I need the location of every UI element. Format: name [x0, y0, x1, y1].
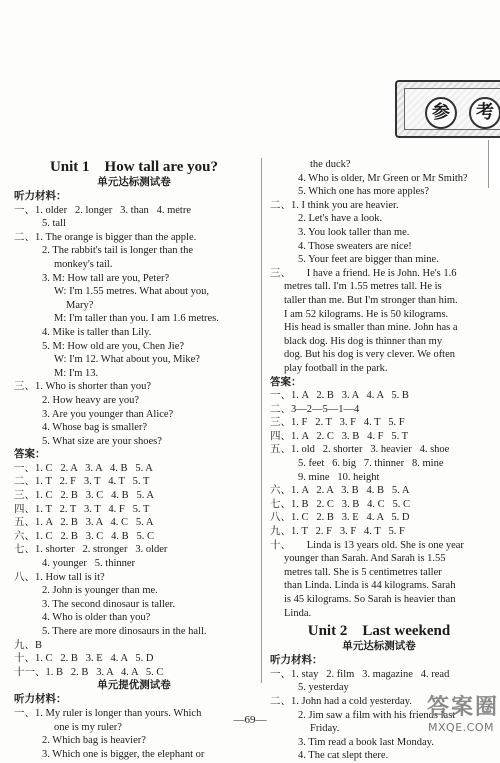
answer-key-banner	[395, 80, 500, 138]
text-line: 2. Let's have a look.	[298, 213, 383, 225]
answer-line: 三、1. C 2. B 3. C 4. B 5. A	[14, 490, 155, 502]
answer-line: 八、1. How tall is it?	[14, 571, 105, 583]
listening-label-2: 听力材料：	[14, 694, 67, 706]
answer-line: 4. younger 5. thinner	[42, 558, 136, 570]
text-line: Mary?	[66, 299, 94, 311]
answer-line: 六、1. C 2. B 3. C 4. B 5. C	[14, 530, 155, 542]
text-line: 3. You look taller than me.	[298, 226, 410, 238]
answer-line: 十一、1. B 2. B 3. A 4. A 5. C	[14, 666, 164, 678]
text-line: 3. Which one is bigger, the elephant or	[42, 748, 205, 760]
answer-line: 5. feet 6. big 7. thinner 8. mine	[298, 458, 444, 470]
answer-line: 二、1. T 2. F 3. T 4. T 5. T	[14, 476, 150, 488]
text-line: 二、1. John had a cold yesterday.	[270, 695, 412, 707]
text-line: 3. Tim read a book last Monday.	[298, 736, 434, 748]
answer-line: younger than Sarah. And Sarah is 1.55	[284, 553, 446, 565]
text-line: the duck?	[310, 159, 351, 170]
answer-line: 3. The second dinosaur is taller.	[42, 598, 176, 610]
answer-line: 十、 Linda is 13 years old. She is one year	[270, 539, 464, 551]
text-line: 3. M: How tall are you, Peter?	[42, 272, 170, 284]
text-line: monkey's tail.	[54, 258, 113, 270]
text-line: play football in the park.	[284, 362, 388, 374]
answer-line: than Linda. Linda is 44 kilograms. Sarah	[284, 580, 456, 592]
text-line: His head is smaller than mine. John has a	[284, 322, 458, 334]
answer-line: 六、1. A 2. A 3. B 4. B 5. A	[270, 485, 410, 497]
text-line: 2. Jim saw a film with his friends last	[298, 709, 456, 721]
answer-line: 五、1. A 2. B 3. A 4. C 5. A	[14, 517, 154, 529]
answer-line: 三、1. F 2. T 3. F 4. T 5. F	[270, 417, 405, 429]
text-line: 二、1. I think you are heavier.	[270, 199, 399, 211]
listening-label: 听力材料：	[14, 191, 67, 202]
text-line: 5. tall	[42, 218, 66, 230]
answer-line: 九、B	[14, 639, 43, 651]
answer-line: 九、1. T 2. F 3. F 4. T 5. F	[270, 526, 405, 538]
answer-line: 四、1. A 2. C 3. B 4. F 5. T	[270, 430, 409, 442]
left-column	[14, 158, 254, 761]
text-line: 5. M: How old are you, Chen Jie?	[42, 340, 185, 352]
answer-line: 一、1. C 2. A 3. A 4. B 5. A	[14, 462, 153, 474]
text-line: 一、1. older 2. longer 3. than 4. metre	[14, 204, 192, 216]
page-number: —69—	[233, 714, 267, 726]
answer-line: 七、1. B 2. C 3. B 4. C 5. C	[270, 498, 411, 510]
unit1-subtitle-2: 单元提优测试卷	[97, 680, 171, 692]
answer-line: 5. There are more dinosaurs in the hall.	[42, 626, 207, 637]
text-line: 二、1. The orange is bigger than the apple.	[14, 231, 197, 243]
text-line: one is my ruler?	[54, 721, 122, 733]
text-line: 4. Mike is taller than Lily.	[42, 326, 152, 338]
banner-char-1: 参	[425, 97, 457, 129]
column-divider	[261, 158, 262, 683]
text-line: dog. But his dog is very clever. We often	[284, 349, 456, 361]
text-line: M: I'm taller than you. I am 1.6 metres.	[54, 313, 219, 325]
answer-line: Linda.	[284, 607, 312, 619]
watermark	[405, 688, 500, 738]
text-line: 3. Are you younger than Alice?	[42, 408, 174, 420]
text-line: M: I'm 13.	[54, 367, 99, 379]
text-line: taller than me. But I'm stronger than him.	[284, 294, 458, 306]
answer-line: 9. mine 10. height	[298, 471, 380, 483]
unit2-title: Unit 2 Last weekend	[307, 623, 451, 640]
answer-line: 一、1. A 2. B 3. A 4. A 5. B	[270, 390, 409, 402]
unit1-title: Unit 1 How tall are you?	[49, 159, 219, 175]
text-line: 2. How heavy are you?	[42, 394, 140, 406]
text-line: black dog. His dog is thinner than my	[284, 335, 443, 347]
answer-line: metres tall. She is 5 centimetres taller	[284, 566, 442, 578]
text-line: 5. Which one has more apples?	[298, 186, 430, 198]
text-line: 4. Who is older, Mr Green or Mr Smith?	[298, 172, 468, 184]
text-line: 一、1. My ruler is longer than yours. Which	[14, 707, 202, 719]
answers-label: 答案：	[14, 449, 46, 461]
watermark-logo: 答案圈	[427, 695, 500, 720]
answer-line: is 45 kilograms. So Sarah is heavier than	[284, 594, 456, 605]
banner-char-2: 考	[469, 97, 500, 129]
text-line: Friday.	[310, 723, 340, 735]
side-tab	[488, 140, 500, 188]
text-line: 三、 I have a friend. He is John. He's 1.6	[270, 267, 457, 279]
text-line: 4. Whose bag is smaller?	[42, 422, 148, 434]
text-line: 4. The cat slept there.	[298, 750, 389, 762]
text-line: W: I'm 1.55 metres. What about you,	[54, 286, 209, 298]
answers-label-2: 答案：	[270, 376, 302, 388]
answer-line: 四、1. T 2. T 3. T 4. F 5. T	[14, 503, 150, 515]
right-column	[270, 158, 488, 763]
unit1-subtitle: 单元达标测试卷	[97, 177, 171, 188]
listening-label-3: 听力材料：	[270, 655, 323, 667]
text-line: metres tall. I'm 1.55 metres tall. He is	[284, 281, 442, 293]
text-line: 5. yesterday	[298, 682, 349, 694]
text-line: 一、1. stay 2. film 3. magazine 4. read	[270, 668, 450, 680]
answer-line: 2. John is younger than me.	[42, 585, 158, 597]
unit2-subtitle: 单元达标测试卷	[342, 641, 416, 653]
answer-line: 七、1. shorter 2. stronger 3. older	[14, 544, 168, 556]
text-line: 5. What size are your shoes?	[42, 435, 162, 447]
text-line: W: I'm 12. What about you, Mike?	[54, 354, 200, 366]
text-line: 2. Which bag is heavier?	[42, 735, 146, 747]
answer-line: 五、1. old 2. shorter 3. heavier 4. shoe	[270, 444, 450, 456]
text-line: 三、1. Who is shorter than you?	[14, 381, 152, 393]
text-line: 4. Those sweaters are nice!	[298, 240, 412, 252]
text-line: 2. The rabbit's tail is longer than the	[42, 245, 193, 257]
watermark-url: MXQE.COM	[428, 721, 494, 734]
text-line: 5. Your feet are bigger than mine.	[298, 254, 439, 266]
answer-line: 4. Who is older than you?	[42, 612, 151, 624]
answer-line: 八、1. C 2. B 3. E 4. A 5. D	[270, 512, 410, 524]
answer-line: 十、1. C 2. B 3. E 4. A 5. D	[14, 653, 154, 665]
answer-line: 二、3—2—5—1—4	[270, 403, 360, 415]
text-line: I am 52 kilograms. He is 50 kilograms.	[284, 308, 449, 320]
